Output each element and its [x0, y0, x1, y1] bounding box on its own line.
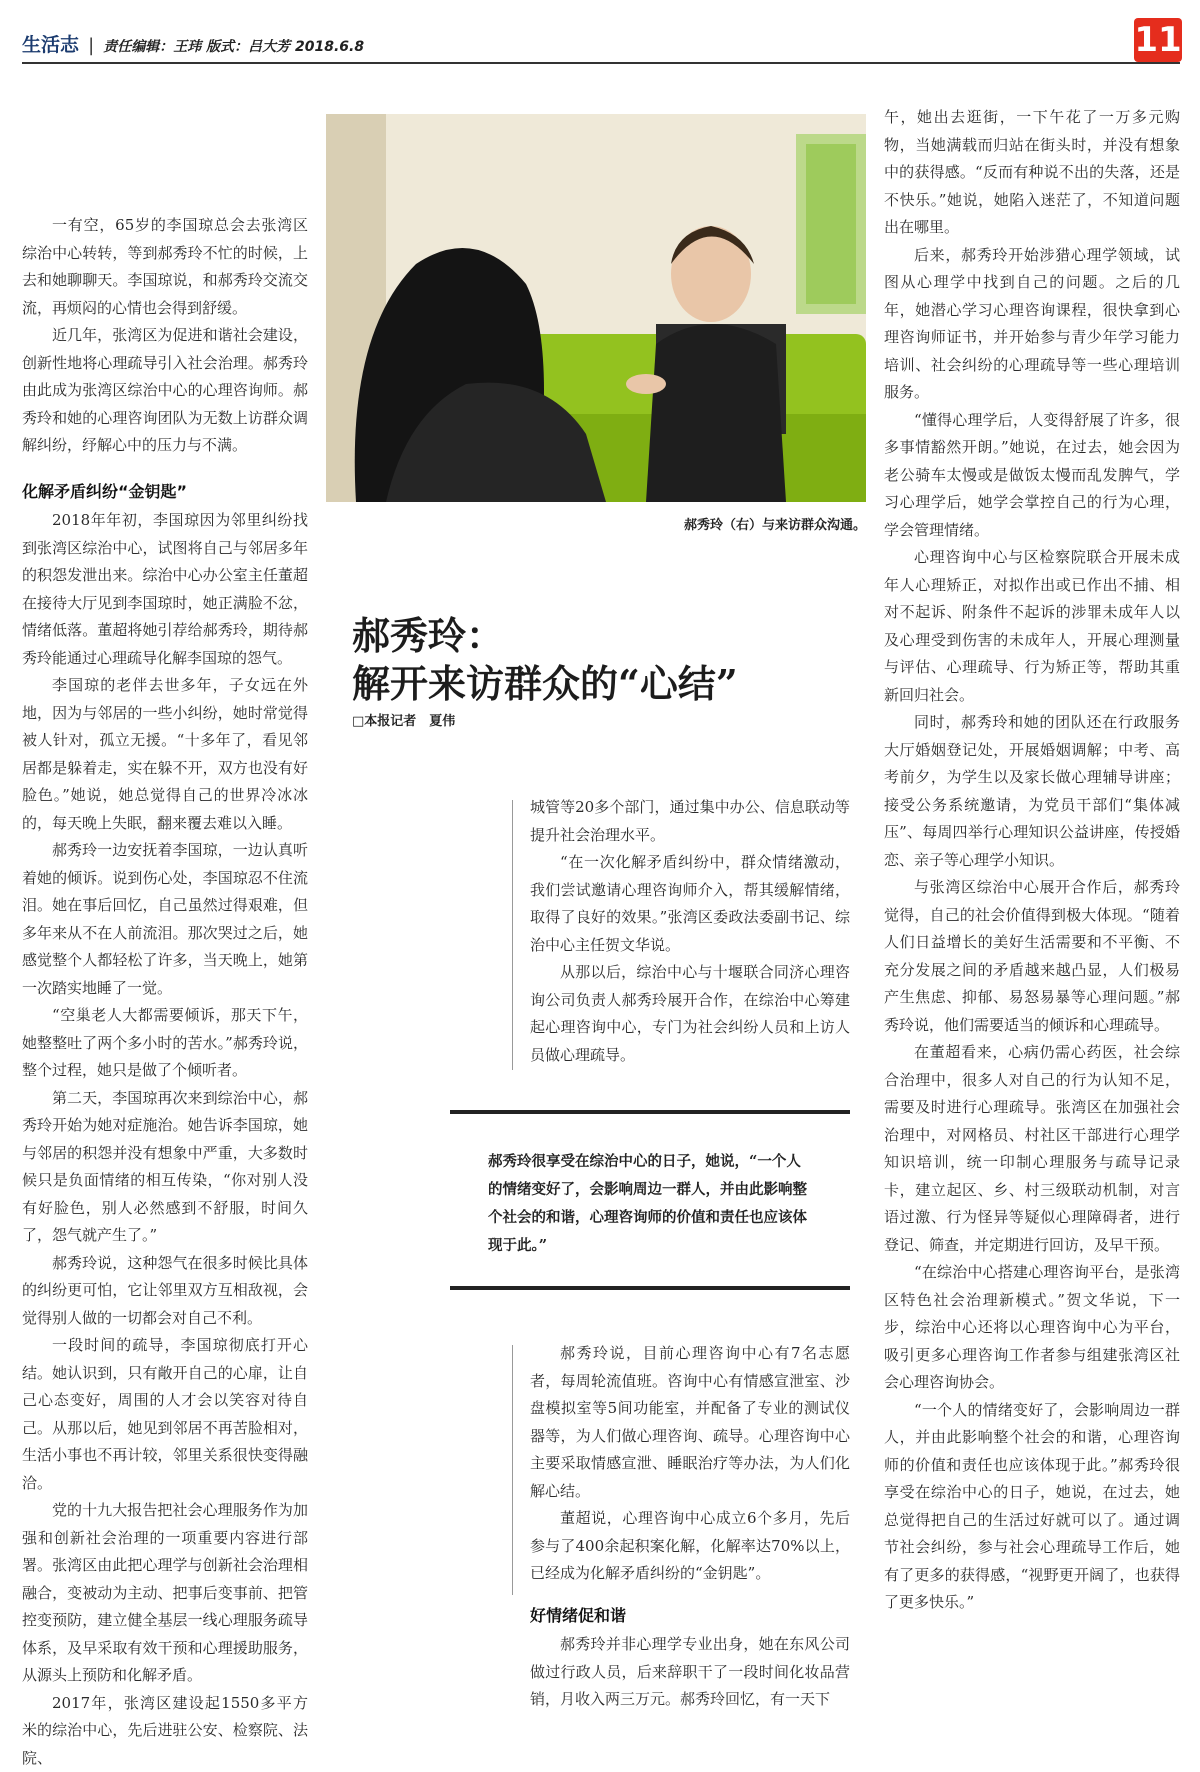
- column-2-lower: [530, 1340, 850, 1714]
- paragraph: 一段时间的疏导，李国琼彻底打开心结。她认识到，只有敞开自己的心扉，让自己心态变好，周围的人才会以笑容对待自己。从那以后，她见到邻居不再苦脸相对，生活小事也不再计较，邻里关系很快变得融洽。: [22, 1332, 308, 1497]
- paragraph: 董超说，心理咨询中心成立6个多月，先后参与了400余起积案化解，化解率达70%以上，已经成为化解矛盾纠纷的“金钥匙”。: [530, 1505, 850, 1588]
- title-line-2: 解开来访群众的“心结”: [352, 660, 738, 708]
- paragraph: 与张湾区综治中心展开合作后，郝秀玲觉得，自己的社会价值得到极大体现。“随着人们日益增长的美好生活需要和不平衡、不充分发展之间的矛盾越来越凸显，人们极易产生焦虑、抑郁、易怒易暴等心理问题。”郝秀玲说，他们需要适当的倾诉和心理疏导。: [884, 874, 1180, 1039]
- paragraph: “在一次化解矛盾纠纷中，群众情绪激动，我们尝试邀请心理咨询师介入，帮其缓解情绪，取得了良好的效果。”张湾区委政法委副书记、综治中心主任贺文华说。: [530, 849, 850, 959]
- paragraph: 近几年，张湾区为促进和谐社会建设，创新性地将心理疏导引入社会治理。郝秀玲由此成为张湾区综治中心的心理咨询师。郝秀玲和她的心理咨询团队为无数上访群众调解纠纷，纾解心中的压力与不满。: [22, 322, 308, 460]
- photo-caption: 郝秀玲（右）与来访群众沟通。: [326, 514, 866, 533]
- column-1: [22, 212, 308, 1772]
- paragraph: 2018年年初，李国琼因为邻里纠纷找到张湾区综治中心，试图将自己与邻居多年的积怨发泄出来。综治中心办公室主任董超在接待大厅见到李国琼时，她正满脸不忿，情绪低落。董超将她引荐给郝秀玲，期待郝秀玲能通过心理疏导化解李国琼的怨气。: [22, 507, 308, 672]
- paragraph: 午，她出去逛街，一下午花了一万多元购物，当她满载而归站在街头时，并没有想象中的获得感。“反而有种说不出的失落，还是不快乐。”她说，她陷入迷茫了，不知道问题出在哪里。: [884, 104, 1180, 242]
- paragraph: “懂得心理学后，人变得舒展了许多，很多事情豁然开朗。”她说，在过去，她会因为老公骑车太慢或是做饭太慢而乱发脾气，学习心理学后，她学会掌控自己的行为心理，学会管理情绪。: [884, 407, 1180, 545]
- page-number-badge: 11: [1134, 18, 1182, 62]
- paragraph: 一有空，65岁的李国琼总会去张湾区综治中心转转，等到郝秀玲不忙的时候，上去和她聊聊天。李国琼说，和郝秀玲交流交流，再烦闷的心情也会得到舒缓。: [22, 212, 308, 322]
- pull-quote-text: 郝秀玲很享受在综治中心的日子，她说，“一个人的情绪变好了，会影响周边一群人，并由此影响整个社会的和谐，心理咨询师的价值和责任也应该体现于此。”: [450, 1114, 850, 1260]
- paragraph: 心理咨询中心与区检察院联合开展未成年人心理矫正，对拟作出或已作出不捕、相对不起诉、附条件不起诉的涉罪未成年人以及心理受到伤害的未成年人，开展心理测量与评估、心理疏导、行为矫正等，帮助其重新回归社会。: [884, 544, 1180, 709]
- paragraph: 第二天，李国琼再次来到综治中心，郝秀玲开始为她对症施治。她告诉李国琼，她与邻居的积怨并没有想象中严重，大多数时候只是负面情绪的相互传染，“你对别人没有好脸色，别人必然感到不舒服，时间久了，怨气就产生了。”: [22, 1085, 308, 1250]
- interview-photo-illustration: [326, 114, 866, 502]
- paragraph: “一个人的情绪变好了，会影响周边一群人，并由此影响整个社会的和谐，心理咨询师的价值和责任也应该体现于此。”郝秀玲很享受在综治中心的日子，她说，在过去，她总觉得把自己的生活过好就可以了。通过调节社会纠纷，参与社会心理疏导工作后，她有了更多的获得感，“视野更开阔了，也获得了更多快乐。”: [884, 1397, 1180, 1617]
- section-name: 生活志: [22, 34, 79, 56]
- paragraph: 同时，郝秀玲和她的团队还在行政服务大厅婚姻登记处，开展婚姻调解；中考、高考前夕，为学生以及家长做心理辅导讲座；接受公务系统邀请，为党员干部们“集体减压”、每周四举行心理知识公益讲座，传授婚恋、亲子等心理学小知识。: [884, 709, 1180, 874]
- pull-quote: [450, 1110, 850, 1290]
- editor-meta: 责任编辑：王玮 版式：吕大芳 2018.6.8: [103, 39, 364, 55]
- paragraph: 2017年，张湾区建设起1550多平方米的综治中心，先后进驻公安、检察院、法院、: [22, 1690, 308, 1772]
- column-3: [884, 104, 1180, 1617]
- column-2-upper: [530, 794, 850, 1069]
- column-divider: [512, 800, 513, 1070]
- paragraph: 在董超看来，心病仍需心药医，社会综合治理中，很多人对自己的行为认知不足，需要及时进行心理疏导。张湾区在加强社会治理中，对网格员、村社区干部进行心理学知识培训，统一印制心理服务与疏导记录卡，建立起区、乡、村三级联动机制，对言语过激、行为怪异等疑似心理障碍者，进行登记、筛查，并定期进行回访，及早干预。: [884, 1039, 1180, 1259]
- paragraph: 李国琼的老伴去世多年，子女远在外地，因为与邻居的一些小纠纷，她时常觉得被人针对，孤立无援。“十多年了，看见邻居都是躲着走，实在躲不开，双方也没有好脸色。”她说，她总觉得自己的世界冷冰冰的，每天晚上失眠，翻来覆去难以入睡。: [22, 672, 308, 837]
- title-line-1: 郝秀玲：: [352, 612, 738, 660]
- article-photo: [326, 114, 866, 502]
- header-rule: [22, 62, 1180, 64]
- paragraph: 后来，郝秀玲开始涉猎心理学领域，试图从心理学中找到自己的问题。之后的几年，她潜心学习心理咨询课程，很快拿到心理咨询师证书，并开始参与青少年学习能力培训、社会纠纷的心理疏导等一些心理培训服务。: [884, 242, 1180, 407]
- paragraph: 郝秀玲说，这种怨气在很多时候比具体的纠纷更可怕，它让邻里双方互相敌视，会觉得别人做的一切都会对自己不利。: [22, 1250, 308, 1333]
- byline: □本报记者 夏伟: [352, 710, 455, 729]
- header-separator: |: [88, 35, 94, 56]
- paragraph: 从那以后，综治中心与十堰联合同济心理咨询公司负责人郝秀玲展开合作，在综治中心筹建起心理咨询中心，专门为社会纠纷人员和上访人员做心理疏导。: [530, 959, 850, 1069]
- paragraph: 郝秀玲并非心理学专业出身，她在东风公司做过行政人员，后来辞职干了一段时间化妆品营销，月收入两三万元。郝秀玲回忆，有一天下: [530, 1631, 850, 1714]
- paragraph: “空巢老人大都需要倾诉，那天下午，她整整吐了两个多小时的苦水。”郝秀玲说，整个过程，她只是做了个倾听者。: [22, 1002, 308, 1085]
- article-title: [352, 612, 738, 708]
- page-header: [22, 30, 364, 57]
- subheading: 好情绪促和谐: [530, 1602, 850, 1630]
- paragraph: 郝秀玲说，目前心理咨询中心有7名志愿者，每周轮流值班。咨询中心有情感宣泄室、沙盘模拟室等5间功能室，并配备了专业的测试仪器等，为人们做心理咨询、疏导。心理咨询中心主要采取情感宣泄、睡眠治疗等办法，为人们化解心结。: [530, 1340, 850, 1505]
- paragraph: 城管等20多个部门，通过集中办公、信息联动等提升社会治理水平。: [530, 794, 850, 849]
- paragraph: 党的十九大报告把社会心理服务作为加强和创新社会治理的一项重要内容进行部署。张湾区由此把心理学与创新社会治理相融合，变被动为主动、把事后变事前、把管控变预防，建立健全基层一线心理服务疏导体系，及早采取有效干预和心理援助服务，从源头上预防和化解矛盾。: [22, 1497, 308, 1690]
- paragraph: 郝秀玲一边安抚着李国琼，一边认真听着她的倾诉。说到伤心处，李国琼忍不住流泪。她在事后回忆，自己虽然过得艰难，但多年来从不在人前流泪。那次哭过之后，她感觉整个人都轻松了许多，当天晚上，她第一次踏实地睡了一觉。: [22, 837, 308, 1002]
- quote-bottom-rule: [450, 1286, 850, 1290]
- subheading: 化解矛盾纠纷“金钥匙”: [22, 478, 308, 506]
- paragraph: “在综治中心搭建心理咨询平台，是张湾区特色社会治理新模式。”贺文华说，下一步，综治中心还将以心理咨询中心为平台，吸引更多心理咨询工作者参与组建张湾区社会心理咨询协会。: [884, 1259, 1180, 1397]
- column-divider: [512, 1345, 513, 1595]
